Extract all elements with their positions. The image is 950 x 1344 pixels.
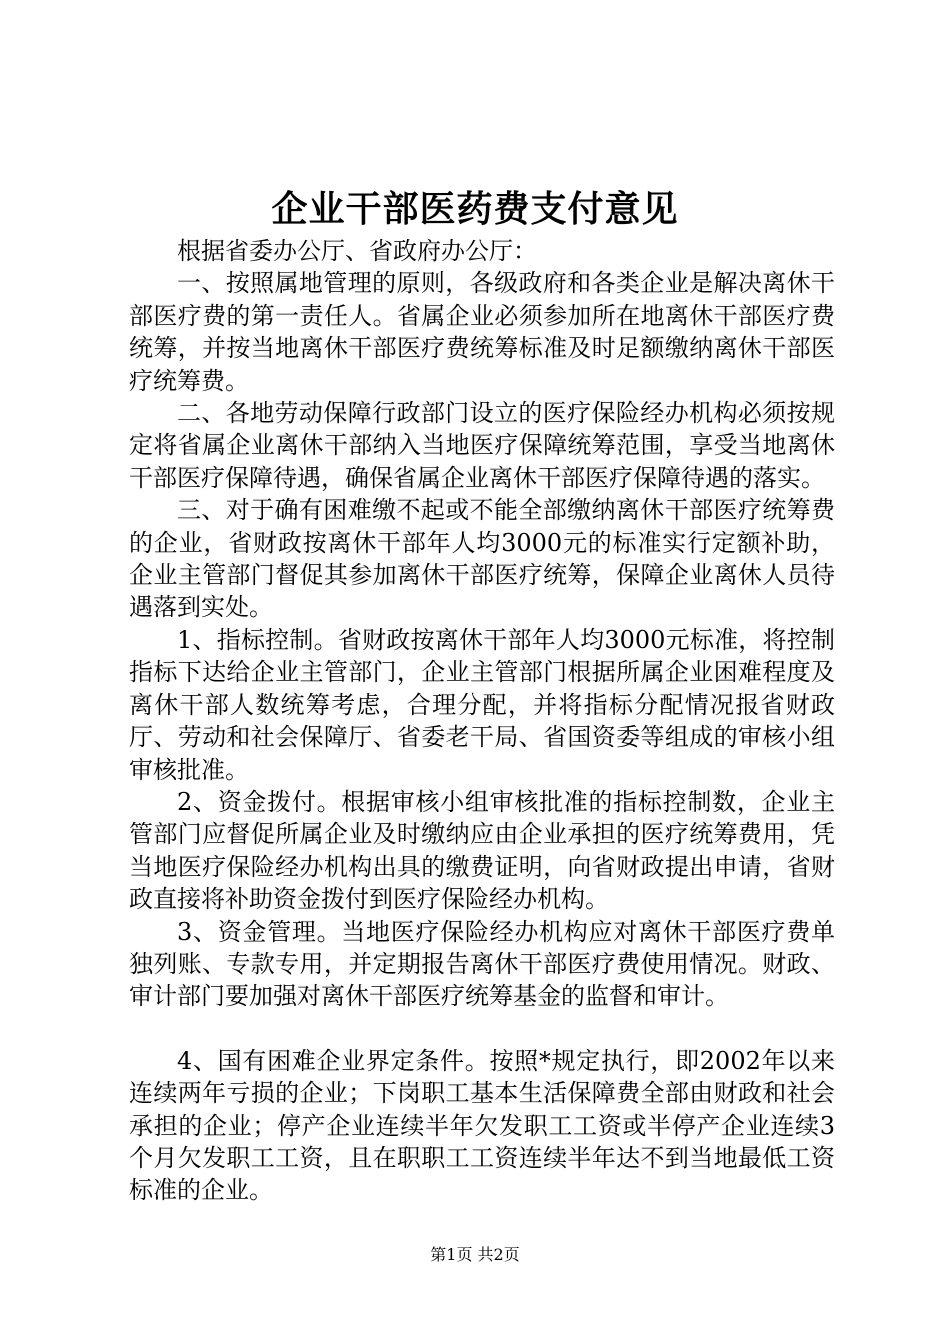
paragraph-section-1: 一、按照属地管理的原则，各级政府和各类企业是解决离休干部医疗费的第一责任人。省属企业必须参加所在地离休干部医疗费统筹，并按当地离休干部医疗费统筹标准及时足额缴纳离休干部医疗统筹费。 <box>129 269 835 395</box>
paragraph-item-2: 2、资金拨付。根据审核小组审核批准的指标控制数，企业主管部门应督促所属企业及时缴纳应由企业承担的医疗统筹费用，凭当地医疗保险经办机构出具的缴费证明，向省财政提出申请，省财政直接将补助资金拨付到医疗保险经办机构。 <box>129 787 835 914</box>
paragraph-salutation: 根据省委办公厅、省政府办公厅： <box>177 237 537 265</box>
paragraph-section-2: 二、各地劳动保障行政部门设立的医疗保险经办机构必须按规定将省属企业离休干部纳入当地医疗保障统筹范围，享受当地离休干部医疗保障待遇，确保省属企业离休干部医疗保障待遇的落实。 <box>129 399 835 492</box>
paragraph-item-3: 3、资金管理。当地医疗保险经办机构应对离休干部医疗费单独列账、专款专用，并定期报告离休干部医疗费使用情况。财政、审计部门要加强对离休干部医疗统筹基金的监督和审计。 <box>129 917 835 1011</box>
paragraph-section-3: 三、对于确有困难缴不起或不能全部缴纳离休干部医疗统筹费的企业，省财政按离休干部年人均3000元的标准实行定额补助，企业主管部门督促其参加离休干部医疗统筹，保障企业离休人员待遇落到实处。 <box>129 496 835 622</box>
paragraph-item-4: 4、国有困难企业界定条件。按照*规定执行，即2002年以来连续两年亏损的企业；下岗职工基本生活保障费全部由财政和社会承担的企业；停产企业连续半年欠发职工工资或半停产企业连续3个月欠发职工工资，且在职职工工资连续半年达不到当地最低工资标准的企业。 <box>129 1046 835 1205</box>
document-title: 企业干部医药费支付意见 <box>271 188 679 230</box>
page-number-footer: 第1页 共2页 <box>430 1245 520 1264</box>
document-body <box>129 235 835 1207</box>
paragraph-item-1: 1、指标控制。省财政按离休干部年人均3000元标准，将控制指标下达给企业主管部门，企业主管部门根据所属企业困难程度及离休干部人数统筹考虑，合理分配，并将指标分配情况报省财政厅、劳动和社会保障厅、省委老干局、省国资委等组成的审核小组审核批准。 <box>129 625 835 784</box>
